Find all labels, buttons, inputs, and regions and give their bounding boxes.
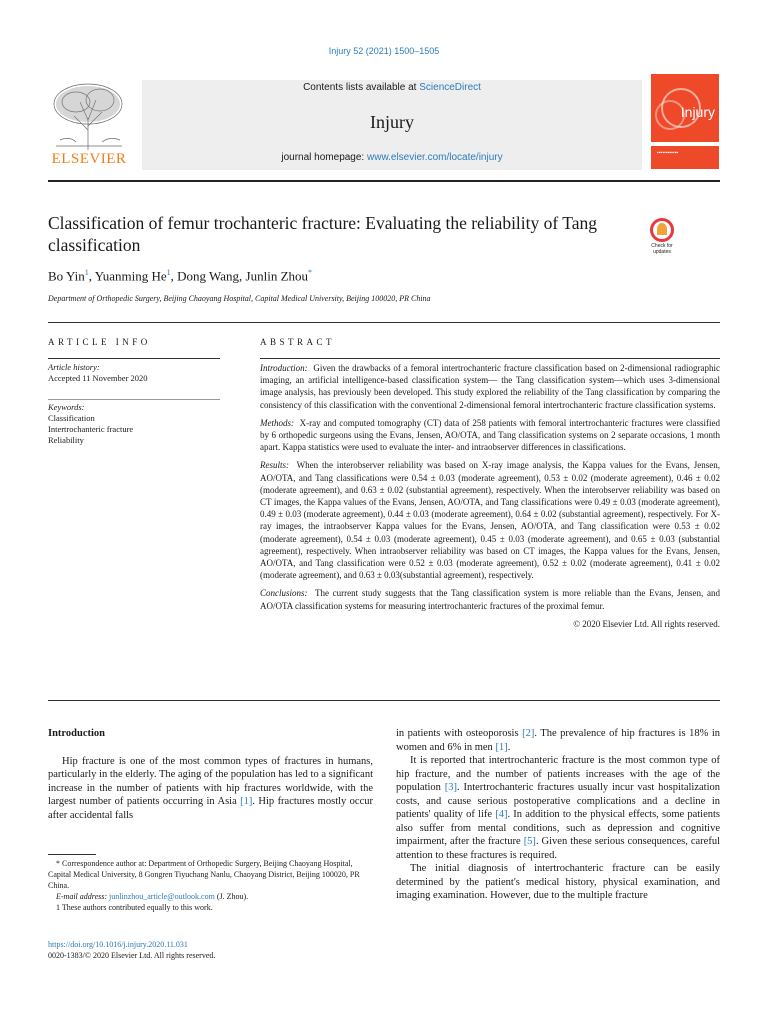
contents-line (142, 82, 642, 93)
abstract-text: When the interobserver reliability was based on X-ray image analysis, the Kappa values for the Evans, Jensen, AO/OTA, and Tang classifications were 0.54 ± 0.03 (moderate agreement), 0.53 ± 0.02 (moderate agreement), 0.46 ± 0.02 (moderate agreement), and 0.63 ± 0.02 (substantial agreement), respectively. When the interobserver reliability was based on CT images, the Kappa values of the Evans, Jensen, AO/OTA, and Tang classifications were 0.49 ± 0.03 (moderate agreement), 0.49 ± 0.03 (moderate agreement), 0.44 ± 0.03 (moderate agreement), 0.64 ± 0.02 (substantial agreement), respectively. For X-ray images, the intraobserver Kappa values for the Evans, Jensen, AO/OTA, and Tang classification were 0.53 ± 0.02 (moderate agreement), 0.54 ± 0.03 (moderate agreement), 0.45 ± 0.03 (moderate agreement), and 0.65 ± 0.03 (substantial agreement), respectively. When intraobserver reliability was based on CT images, the Kappa values for the Evans, Jensen, AO/OTA, and Tang classification were 0.52 ± 0.03 (moderate agreement), 0.52 ± 0.02 (moderate agreement), 0.41 ± 0.02 (moderate agreement), and 0.63 ± 0.03(substantial agreement), respectively. (260, 460, 720, 581)
homepage-line (142, 152, 642, 163)
body-text: It is reported that intertrochanteric fracture is the most common type of hip fracture, and the number of patients increases with the age of the population (396, 755, 720, 793)
author-name[interactable]: Yuanming He (94, 268, 167, 284)
article-history (48, 362, 148, 384)
email-label: E-mail address: (56, 892, 108, 901)
email-suffix: (J. Zhou). (216, 892, 249, 901)
abstract-label: Introduction: (260, 363, 308, 373)
body-paragraph: The initial diagnosis of intertrochanteric fracture can be easily determined by the patient's medical history, physical examination, and imaging examination. However, due to the multiple fracture (396, 863, 720, 901)
reference-link[interactable]: [4] (495, 809, 508, 820)
header-divider (48, 180, 720, 182)
author-email-link[interactable]: junlinzhou_article@outlook.com (109, 892, 215, 901)
check-updates-label: Check for updates (651, 243, 673, 255)
body-divider (48, 700, 720, 701)
footnotes (48, 858, 373, 913)
body-text: . Intertrochanteric fractures usually incur vast hospitalization costs, and cause serious postoperative complications and a decline in patients' quality of life (396, 782, 720, 820)
page-footer (48, 939, 215, 961)
author-name[interactable]: Dong Wang (177, 268, 240, 284)
abstract-methods (260, 417, 720, 454)
body-text: . (507, 741, 511, 753)
abstract-introduction (260, 362, 720, 411)
keyword-item: Intertrochanteric fracture (48, 424, 134, 434)
reference-link[interactable]: [3] (444, 782, 458, 793)
abstract-body (260, 362, 720, 636)
elsevier-logo (48, 80, 130, 168)
contents-prefix: Contents lists available at (303, 82, 420, 93)
email-footnote (48, 891, 373, 902)
keywords-block (48, 402, 133, 446)
abstract-results (260, 459, 720, 581)
reference-link[interactable]: [2] (522, 728, 535, 739)
body-text: . The prevalence of hip fractures is 18% in women and 6% in men (396, 728, 721, 753)
history-value: Accepted 11 November 2020 (48, 373, 148, 383)
sciencedirect-link[interactable]: ScienceDirect (419, 82, 481, 93)
article-title: Classification of femur trochanteric fracture: Evaluating the reliability of Tang classification (48, 213, 598, 255)
cover-band (651, 142, 719, 146)
keywords-label: Keywords: (48, 402, 85, 412)
reference-link[interactable]: [5] (523, 836, 536, 847)
body-column-right (396, 727, 720, 903)
body-text: . In addition to the physical effects, some patients also suffer from mental conditions, such as depression and cognitive impairment, after the fracture (396, 809, 720, 847)
keyword-item: Classification (48, 413, 95, 423)
elsevier-wordmark: ELSEVIER (51, 151, 127, 167)
abstract-rule (260, 358, 720, 359)
introduction-heading: Introduction (48, 728, 105, 739)
abstract-text: The current study suggests that the Tang classification system is more reliable than the Evans, Jensen, and AO/OTA classification systems for measuring intertrochanteric fractures of the proximal femur. (260, 588, 721, 611)
correspondence-footnote: * Correspondence author at: Department of Orthopedic Surgery, Beijing Chaoyang Hospital, Capital Medical University, 8 Gongren Tiyuchang Nanlu, Chaoyang District, Beijing 100020, PR China. (48, 859, 360, 890)
issn-line: 0020-1383/© 2020 Elsevier Ltd. All rights reserved. (48, 951, 216, 960)
keyword-item: Reliability (48, 435, 84, 445)
check-for-updates-button[interactable] (644, 218, 680, 256)
section-divider (48, 322, 720, 323)
article-info-heading: ARTICLE INFO (48, 337, 151, 347)
reference-link[interactable]: [1] (240, 796, 253, 807)
reference-link[interactable]: [1] (495, 741, 508, 753)
abstract-label: Methods: (260, 417, 294, 428)
elsevier-tree-icon (50, 80, 128, 150)
body-text: in patients with osteoporosis (396, 728, 523, 739)
homepage-prefix: journal homepage: (281, 152, 367, 163)
footnote-rule (48, 854, 96, 855)
article-info-rule (48, 358, 220, 359)
author-name[interactable]: Bo Yin (48, 268, 85, 284)
journal-cover[interactable] (651, 74, 719, 169)
author-mark[interactable]: 1 (84, 268, 89, 277)
journal-citation[interactable]: Injury 52 (2021) 1500–1505 (328, 46, 440, 56)
body-text: . Hip fractures mostly occur after accidental falls (48, 796, 373, 821)
journal-masthead (142, 80, 642, 170)
body-column-left (48, 727, 373, 822)
body-text: Hip fracture is one of the most common types of fractures in humans, particularly in the elderly. The aging of the population has led to a significant increase in the number of patients with hip fractures worldwide, with the largest number of patients occurring in Asia (48, 755, 373, 807)
journal-name: Injury (370, 112, 414, 132)
cover-fine-print: ▪▪▪▪▪▪▪▪▪▪▪▪ (657, 150, 679, 156)
cover-title: Injury (680, 104, 715, 120)
correspondence-mark[interactable]: * (308, 268, 313, 277)
abstract-label: Conclusions: (260, 588, 308, 599)
abstract-conclusions (260, 587, 720, 611)
abstract-label: Results: (260, 460, 289, 471)
journal-homepage-link[interactable]: www.elsevier.com/locate/injury (367, 152, 503, 163)
doi-link[interactable]: https://doi.org/10.1016/j.injury.2020.11.031 (48, 940, 188, 949)
author-mark[interactable]: 1 (166, 268, 171, 277)
author-name[interactable]: Junlin Zhou (245, 268, 309, 284)
body-paragraph (396, 754, 720, 862)
body-text: . Given these serious consequences, careful attention to these fractures is required. (396, 836, 720, 861)
check-updates-icon (650, 218, 674, 242)
abstract-text: Given the drawbacks of a femoral intertrochanteric fracture classification based on 2-dimensional radiographic imaging, an artificial intelligence-based classification system— the Tang classification system—which uses 3-dimensional image analysis, has previously been developed. This study explored the reliability of the Tang classification by comparing the consistency of this classification with the conventional 2-dimensional femoral intertrochanteric fracture classification systems. (260, 363, 720, 410)
body-paragraph (396, 727, 720, 754)
abstract-copyright: © 2020 Elsevier Ltd. All rights reserved. (573, 618, 720, 629)
author-list: Bo Yin$^1$, Yuanming He$^1$, Dong Wang, Junlin Zhou* (48, 268, 313, 284)
abstract-heading: ABSTRACT (260, 337, 336, 347)
affiliation: Department of Orthopedic Surgery, Beijing Chaoyang Hospital, Capital Medical University, Beijing 100020, PR China (48, 294, 431, 303)
abstract-text: X-ray and computed tomography (CT) data of 258 patients with femoral intertrochanteric fractures were classified by 6 orthopedic surgeons using the Evans, Jensen, AO/OTA, and Tang classification systems on 2 separate occasions, 1 month apart. Kappa statistics were used to evaluate the inter- and intraobserver differences in classifications. (260, 417, 721, 453)
history-label: Article history: (48, 362, 100, 372)
equal-contribution-footnote: 1 These authors contributed equally to this work. (56, 903, 213, 912)
body-paragraph (48, 755, 373, 823)
keywords-rule (48, 399, 220, 400)
